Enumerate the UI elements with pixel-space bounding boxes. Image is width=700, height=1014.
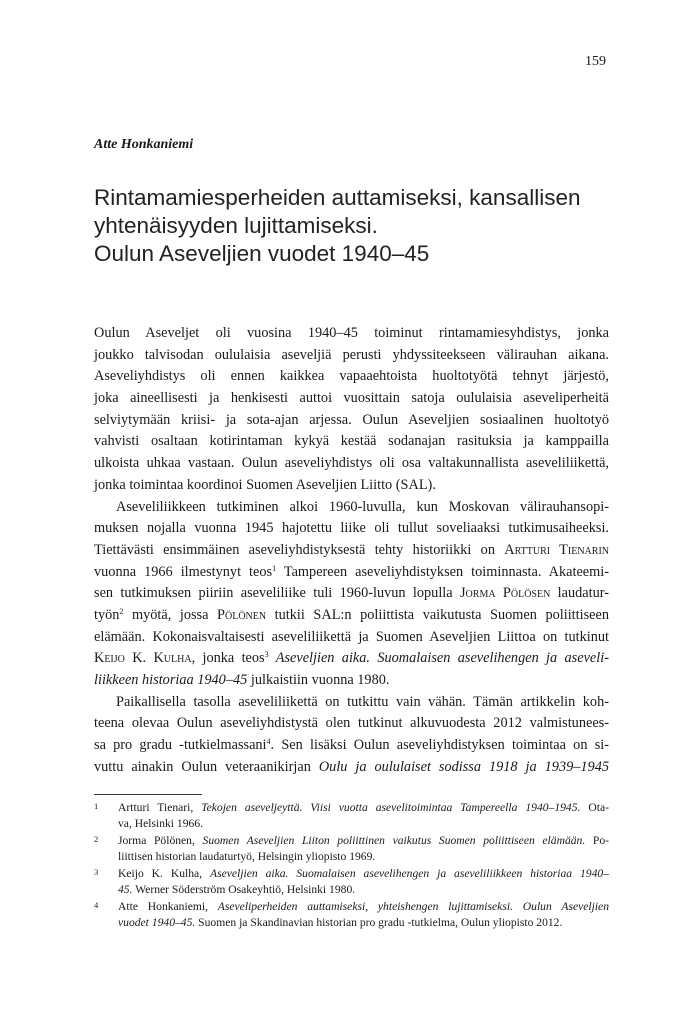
book-title: Suomen Aseveljien Liiton poliittinen vaikutus Suomen poliittiseen elämään. <box>202 834 586 847</box>
footnote-number: 2 <box>94 834 99 844</box>
text-run: tutkii SAL:n poliittista vaikutusta Suomen poliittiseen <box>266 606 609 623</box>
book-title: Aseveliperheiden auttamiseksi, yhteishengen lujittamiseksi. Oulun Aseveljien <box>217 900 609 913</box>
text-run: . Sen lisäksi Oulun aseveliyhdistyksen toimintaa on si- <box>270 737 609 754</box>
text-run: , jonka teos <box>191 650 265 667</box>
footnote-ref: 1 <box>272 563 277 573</box>
text-run: Jorma Pölönen, <box>118 834 203 847</box>
text-line <box>94 757 609 779</box>
book-title: Aseveljien aika. Suomalaisen asevelihengen ja aseveli- <box>268 650 609 667</box>
author-name: Pölönen <box>217 606 267 623</box>
text-run: Ota- <box>580 801 609 814</box>
footnote <box>94 866 609 898</box>
text-line <box>94 605 609 627</box>
book-title: Oulu ja oululaiset sodissa 1918 ja 1939–1945 <box>318 758 609 775</box>
text-run: sen tutkimuksen piiriin aseveliliike tuli 1960-luvun lopulla <box>94 585 460 602</box>
text-line: Oulun Aseveljet oli vuosina 1940–45 toiminut rintamamiesyhdistys, jonka <box>94 325 609 341</box>
text-run: vuttu ainakin Oulun veteraanikirjan <box>94 758 319 775</box>
author-name: Keijo K. Kulha <box>94 650 192 667</box>
text-line: joukko talvisodan oululaisia aseveljiä perusti yhdyssiteekseen välirauhan aikana. <box>94 346 609 363</box>
book-title: Aseveljien aika. Suomalaisen asevelihengen ja aseveliliikkeen historiaa 1940– <box>210 867 609 880</box>
page-number: 159 <box>585 54 606 69</box>
title-line: Oulun Aseveljien vuodet 1940–45 <box>94 241 430 266</box>
footnote-line <box>118 866 609 882</box>
footnote-line <box>118 833 609 849</box>
text-run: Po- <box>585 834 610 847</box>
body-text <box>94 323 609 778</box>
text-run: vuonna 1966 ilmestynyt teos <box>94 563 273 580</box>
author-name: Jorma Pölösen <box>459 585 551 602</box>
text-line: Aseveliyhdistys oli ennen kaikkea vapaaehtoista huoltotyötä tehnyt järjestö, <box>94 368 609 385</box>
book-title: vuodet 1940–45. <box>118 916 196 929</box>
text-run: sa pro gradu -tutkielmassani <box>94 737 267 754</box>
book-title: Tekojen aseveljeyttä. Viisi vuotta asevelitoimintaa Tampereella 1940–1945. <box>201 801 581 814</box>
footnote-number: 3 <box>94 867 99 877</box>
footnotes <box>94 800 609 932</box>
book-title: liikkeen historiaa 1940–45 <box>94 672 248 688</box>
text-line: elämään. Kokonaisvaltaisesti aseveliliikettä ja Suomen Aseveljien Liittoa on tutkinut <box>94 628 609 645</box>
text-run: Tampereen aseveliyhdistyksen toiminnasta. Akateemi- <box>276 563 609 580</box>
text-line <box>94 670 609 692</box>
footnote-number: 4 <box>94 900 99 910</box>
footnote-line <box>118 800 609 816</box>
text-line: jonka toimintaa koordinoi Suomen Aseveljien Liitto (SAL). <box>94 476 436 493</box>
footnote-ref: 3 <box>264 650 269 660</box>
footnote <box>94 833 609 865</box>
footnote-line: liittisen historian laudaturtyö, Helsingin yliopisto 1969. <box>118 850 376 863</box>
text-line <box>94 562 609 584</box>
text-run: laudatur- <box>550 585 609 602</box>
footnote <box>94 899 609 931</box>
footnote-ref: 2 <box>119 606 124 616</box>
text-line: teena olevaa Oulun aseveliyhdistystä olen tutkinut alkuvuodesta 2012 valmistunees- <box>94 715 609 732</box>
article-author: Atte Honkaniemi <box>94 137 194 152</box>
text-line: Aseveliliikkeen tutkiminen alkoi 1960-luvulla, kun Moskovan välirauhansopi- <box>116 498 609 515</box>
text-line: Paikallisella tasolla aseveliliikettä on tutkittu vain vähän. Tämän artikkelin koh- <box>116 693 609 710</box>
footnote-line <box>118 882 609 898</box>
footnote-ref: 4 <box>266 737 271 747</box>
footnote-line <box>118 899 609 915</box>
text-run: myötä, jossa <box>123 606 218 623</box>
author-name: Artturi Tienarin <box>504 541 609 558</box>
footnote-line: va, Helsinki 1966. <box>118 817 204 830</box>
text-line <box>94 735 609 757</box>
footnote-line <box>118 915 609 931</box>
text-line: ulkoista uhkaa vastaan. Oulun aseveliyhdistys oli osa valtakunnallista aseveliliikettä, <box>94 455 609 472</box>
text-run: Suomen ja Skandinavian historian pro gradu -tutkielma, Oulun yliopisto 2012. <box>195 916 563 929</box>
title-line: yhtenäisyyden lujittamiseksi. <box>94 213 378 238</box>
text-line: selviytymään kriisi- ja sota-ajan arjessa. Oulun Aseveljien sosiaalinen huoltotyö <box>94 411 609 428</box>
footnote-divider <box>94 794 202 795</box>
text-run: julkaistiin vuonna 1980. <box>247 672 390 688</box>
text-run: Atte Honkaniemi, <box>118 900 218 913</box>
text-line: muksen nojalla vuonna 1945 hajotettu liike oli tullut soveliaaksi tutkimusaiheeksi. <box>94 520 609 537</box>
footnote-number: 1 <box>94 801 99 811</box>
text-line <box>94 583 609 605</box>
text-line <box>94 540 609 562</box>
text-run: Tiettävästi ensimmäinen aseveliyhdistyksestä tehty historiikki on <box>94 541 505 558</box>
text-run: Artturi Tienari, <box>118 801 202 814</box>
text-line: vahvisti osaltaan kotirintaman kykyä kestää sodanajan rasituksia ja kamppailla <box>94 433 609 450</box>
book-title: 45. <box>118 883 133 896</box>
text-line: joka aineellisesti ja henkisesti auttoi vuosittain satoja oululaisia aseveliperheitä <box>94 390 609 407</box>
text-run: Werner Söderström Osakeyhtiö, Helsinki 1980. <box>132 883 356 896</box>
footnote <box>94 800 609 832</box>
title-line: Rintamamiesperheiden auttamiseksi, kansallisen <box>94 185 581 210</box>
text-run: Keijo K. Kulha, <box>118 867 211 880</box>
article-title <box>94 184 614 268</box>
text-run: työn <box>94 606 120 623</box>
text-line <box>94 648 609 670</box>
